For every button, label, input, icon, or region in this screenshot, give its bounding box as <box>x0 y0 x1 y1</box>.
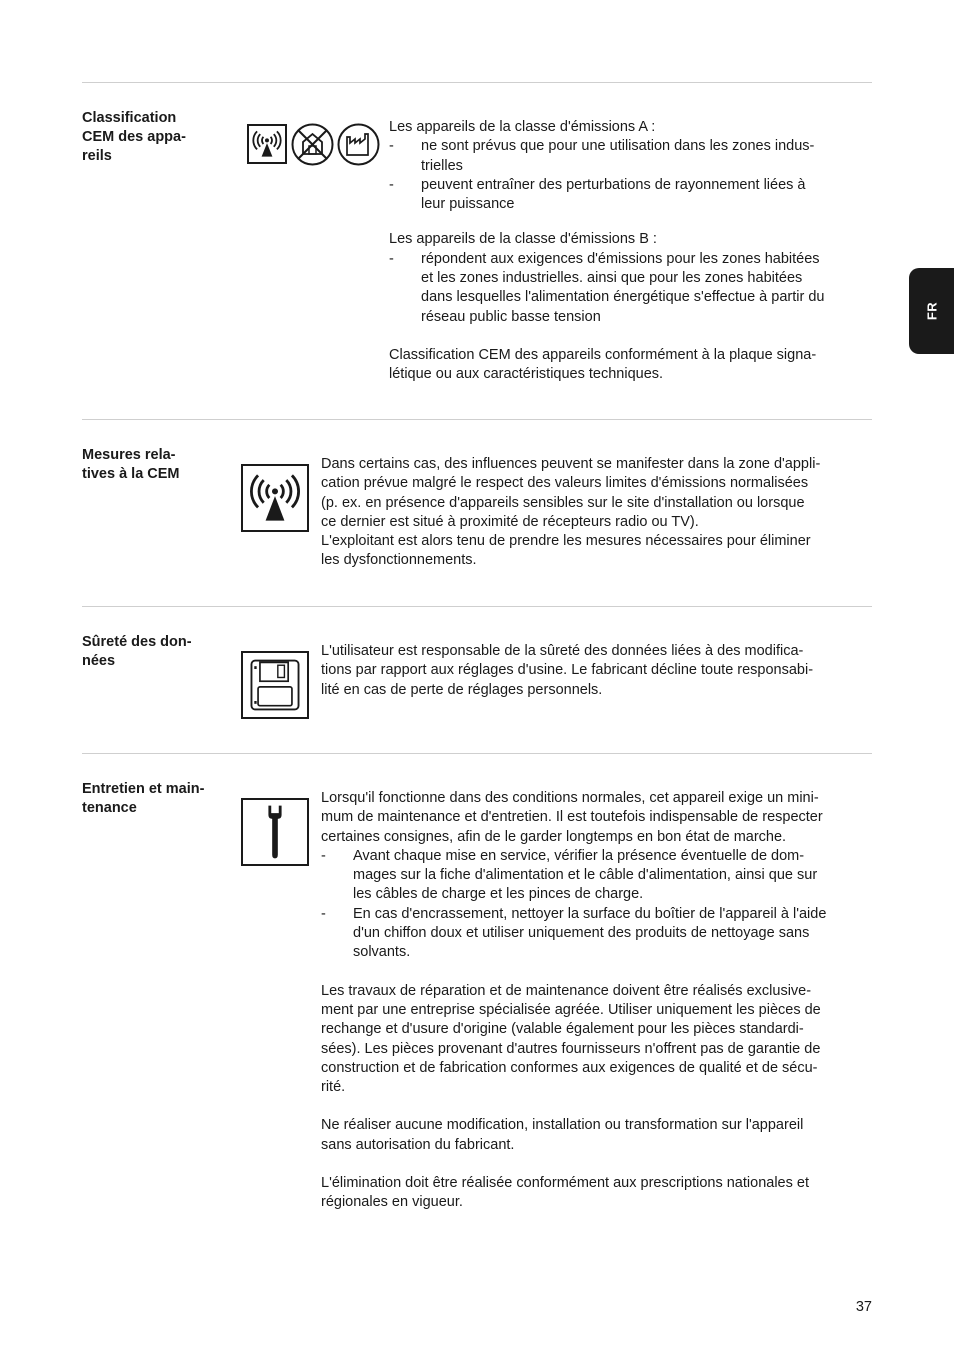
closing-line: létique ou aux caractéristiques techniques. <box>389 366 664 383</box>
list-line: et les zones industrielles. ainsi que pour les zones habitées <box>421 270 803 287</box>
body-line: sées). Les pièces provenant d'autres fournisseurs n'offrent pas de garantie de <box>321 1040 821 1057</box>
factory-icon <box>337 123 380 166</box>
section-heading-surete-donnees <box>82 633 232 671</box>
section-body-entretien <box>321 789 871 1213</box>
body-line: (p. ex. en présence d'appareils sensibles sur le site d'installation ou lorsque <box>321 494 805 511</box>
list-line: les câbles de charge et les pinces de charge. <box>353 886 644 903</box>
list-item <box>321 905 871 963</box>
body-line: Ne réaliser aucune modification, installation ou transformation sur l'appareil <box>321 1117 804 1134</box>
heading-line: Entretien et main- <box>82 781 205 797</box>
body-line: Lorsqu'il fonctionne dans des conditions normales, cet appareil exige un mini- <box>321 790 819 806</box>
body-line: lité en cas de perte de réglages personnels. <box>321 681 603 698</box>
list-line: trielles <box>421 157 463 174</box>
body-line: Les travaux de réparation et de maintenance doivent être réalisés exclusive- <box>321 982 812 999</box>
heading-line: tenance <box>82 800 137 816</box>
list-item <box>389 250 869 327</box>
heading-line: CEM des appa- <box>82 129 186 145</box>
crossed-house-icon <box>291 123 334 166</box>
class-b-list <box>389 250 869 327</box>
list-dash: - <box>389 176 394 193</box>
list-line: d'un chiffon doux et utiliser uniquement des produits de nettoyage sans <box>353 925 810 942</box>
page-number: 37 <box>855 1299 872 1315</box>
section-body-surete-donnees <box>321 642 871 700</box>
section-heading-mesures-cem <box>82 446 232 484</box>
closing-line: Classification CEM des appareils conformément à la plaque signa- <box>389 346 817 363</box>
list-line: En cas d'encrassement, nettoyer la surface du boîtier de l'appareil à l'aide <box>353 905 827 922</box>
body-line: tions par rapport aux réglages d'usine. Le fabricant décline toute responsabi- <box>321 662 814 679</box>
section-divider <box>82 753 872 754</box>
floppy-disk-icon <box>241 651 309 719</box>
body-line: rité. <box>321 1079 346 1096</box>
list-dash: - <box>321 905 326 922</box>
class-a-intro: Les appareils de la classe d'émissions A : <box>389 119 656 135</box>
language-tab-label: FR <box>924 301 939 321</box>
list-dash: - <box>321 847 326 864</box>
heading-line: tives à la CEM <box>82 466 180 482</box>
list-line: réseau public basse tension <box>421 308 601 325</box>
body-line: L'élimination doit être réalisée conformément aux prescriptions nationales et <box>321 1175 809 1192</box>
body-line: les dysfonctionnements. <box>321 552 477 569</box>
list-line: peuvent entraîner des perturbations de rayonnement liées à <box>421 176 806 193</box>
list-dash: - <box>389 250 394 267</box>
body-line: ce dernier est situé à proximité de récepteurs radio ou TV). <box>321 513 699 530</box>
list-line: mages sur la fiche d'alimentation et le câble d'alimentation, ainsi que sur <box>353 867 818 884</box>
list-item <box>321 847 871 905</box>
list-line: dans lesquelles l'alimentation énergétique s'effectue à partir du <box>421 289 825 306</box>
section-divider <box>82 606 872 607</box>
list-line: ne sont prévus que pour une utilisation dans les zones indus- <box>421 138 815 155</box>
heading-line: Classification <box>82 110 177 126</box>
radio-waves-icon <box>241 464 309 532</box>
section-heading-classification-cem <box>82 109 232 166</box>
list-line: répondent aux exigences d'émissions pour les zones habitées <box>421 250 820 267</box>
list-line: Avant chaque mise en service, vérifier la présence éventuelle de dom- <box>353 847 805 864</box>
class-b-intro: Les appareils de la classe d'émissions B : <box>389 231 657 248</box>
body-line: L'exploitant est alors tenu de prendre les mesures nécessaires pour éliminer <box>321 533 811 550</box>
section-body-mesures-cem <box>321 455 871 571</box>
body-line: cation prévue malgré le respect des valeurs limites d'émissions normalisées <box>321 475 809 492</box>
heading-line: reils <box>82 148 112 164</box>
heading-line: Sûreté des don- <box>82 634 192 650</box>
language-tab <box>909 268 954 354</box>
list-item <box>389 176 869 215</box>
list-line: leur puissance <box>421 196 515 213</box>
section-heading-entretien <box>82 780 232 818</box>
body-line: sans autorisation du fabricant. <box>321 1136 515 1153</box>
heading-line: nées <box>82 653 116 669</box>
list-dash: - <box>389 138 394 155</box>
section-body-classification-cem <box>389 118 869 385</box>
class-a-list <box>389 137 869 214</box>
section-divider <box>82 82 872 83</box>
wrench-icon <box>241 798 309 866</box>
body-line: construction et de fabrication conformes aux exigences de qualité et de sécu- <box>321 1059 818 1076</box>
body-line: rechange et d'usure d'origine (valable également pour les pièces standardi- <box>321 1021 804 1038</box>
radio-waves-icon <box>247 124 287 164</box>
maintenance-list <box>321 847 871 963</box>
section-divider <box>82 419 872 420</box>
body-line: mum de maintenance et d'entretien. Il est toutefois indispensable de respecter <box>321 809 823 826</box>
body-line: ment par une entreprise spécialisée agréée. Utiliser uniquement les pièces de <box>321 1001 821 1018</box>
body-line: régionales en vigueur. <box>321 1194 463 1211</box>
list-item <box>389 137 869 176</box>
list-line: solvants. <box>353 944 411 961</box>
body-line: certaines consignes, afin de le garder longtemps en bon état de marche. <box>321 828 787 845</box>
body-line: L'utilisateur est responsable de la sûreté des données liées à des modifica- <box>321 643 804 659</box>
body-line: Dans certains cas, des influences peuvent se manifester dans la zone d'appli- <box>321 456 821 472</box>
heading-line: Mesures rela- <box>82 447 176 463</box>
